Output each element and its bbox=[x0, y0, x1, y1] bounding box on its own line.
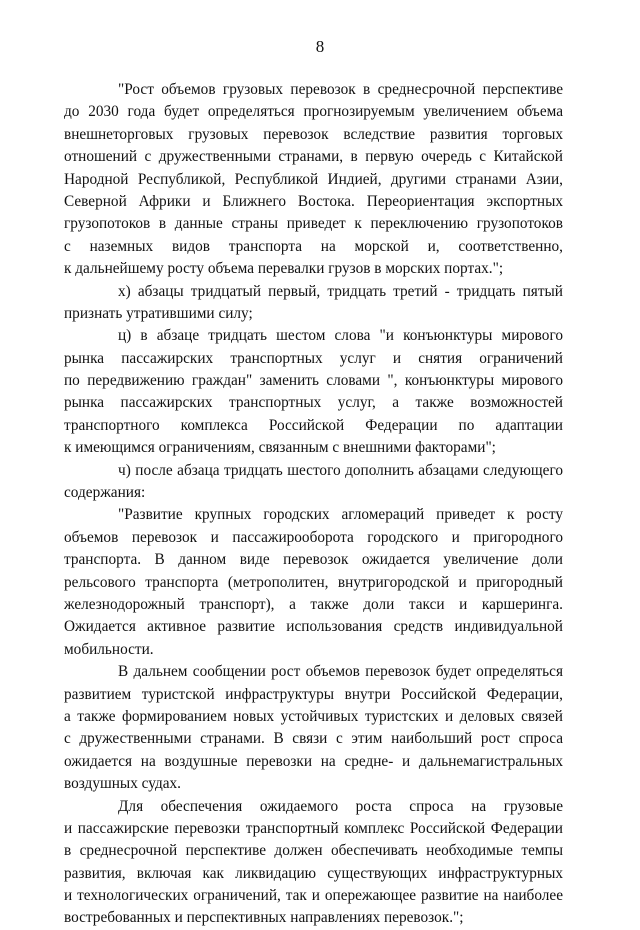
text-line: грузопотоков в данные страны приведет к переключению грузопотоков bbox=[64, 215, 563, 233]
text-line: внешнеторговых грузовых перевозок вследствие развития торговых bbox=[64, 125, 563, 143]
text-line: к имеющимся ограничениям, связанным с внешними факторами"; bbox=[64, 439, 496, 457]
text-line: к дальнейшему росту объема перевалки грузов в морских портах."; bbox=[64, 260, 504, 278]
text-line: рынка пассажирских транспортных услуг, а также возможностей bbox=[64, 394, 563, 412]
text-line: развития, включая как ликвидацию существующих инфраструктурных bbox=[64, 864, 563, 882]
text-line: востребованных и перспективных направлениях перевозок."; bbox=[64, 909, 464, 927]
text-line: а также формированием новых устойчивых туристских и деловых связей bbox=[64, 707, 563, 725]
text-line: признать утратившими силу; bbox=[64, 304, 253, 322]
text-line: "Развитие крупных городских агломераций приведет к росту bbox=[118, 506, 563, 524]
text-line: транспорта. В данном виде перевозок ожидается увеличение доли bbox=[64, 551, 563, 569]
text-line: содержания: bbox=[64, 484, 146, 502]
text-line: мобильности. bbox=[64, 640, 154, 658]
text-line: транспортного комплекса Российской Федерации по адаптации bbox=[64, 416, 563, 434]
text-line: рельсового транспорта (метрополитен, внутригородской и пригородный bbox=[64, 573, 563, 591]
text-line: с дружественными странами. В связи с этим наибольший рост спроса bbox=[64, 730, 563, 748]
text-line: Народной Республикой, Республикой Индией, другими странами Азии, bbox=[64, 170, 563, 188]
text-line: отношений с дружественными странами, в первую очередь с Китайской bbox=[64, 148, 563, 166]
text-line: и технологических ограничений, так и опережающее развитие на наиболее bbox=[64, 887, 563, 905]
text-line: по передвижению граждан" заменить словами ", конъюнктуры мирового bbox=[64, 372, 563, 390]
page-number: 8 bbox=[315, 37, 325, 56]
text-line: и пассажирские перевозки транспортный комплекс Российской Федерации bbox=[64, 819, 563, 837]
text-line: в среднесрочной перспективе должен обеспечивать необходимые темпы bbox=[64, 842, 563, 860]
text-line: до 2030 года будет определяться прогнозируемым увеличением объема bbox=[64, 103, 563, 121]
text-line: объемов перевозок и пассажирооборота городского и пригородного bbox=[64, 528, 563, 546]
text-line: х) абзацы тридцатый первый, тридцать третий - тридцать пятый bbox=[118, 282, 563, 300]
document-body bbox=[64, 79, 563, 930]
text-line: железнодорожный транспорт), а также доли такси и каршеринга. bbox=[64, 595, 563, 613]
text-line: В дальнем сообщении рост объемов перевозок будет определяться bbox=[118, 663, 563, 681]
text-line: Ожидается активное развитие использования средств индивидуальной bbox=[64, 618, 563, 636]
text-line: развитием туристской инфраструктуры внутри Российской Федерации, bbox=[64, 685, 563, 703]
text-line: ч) после абзаца тридцать шестого дополнить абзацами следующего bbox=[118, 461, 563, 479]
text-line: Для обеспечения ожидаемого роста спроса на грузовые bbox=[118, 797, 563, 815]
text-line: Северной Африки и Ближнего Востока. Переориентация экспортных bbox=[64, 192, 563, 210]
text-line: ц) в абзаце тридцать шестом слова "и конъюнктуры мирового bbox=[118, 327, 563, 345]
text-line: ожидается на воздушные перевозки на средне- и дальнемагистральных bbox=[64, 752, 563, 770]
text-line: рынка пассажирских транспортных услуг и снятия ограничений bbox=[64, 349, 563, 367]
text-line: "Рост объемов грузовых перевозок в среднесрочной перспективе bbox=[118, 81, 563, 98]
text-line: воздушных судах. bbox=[64, 775, 181, 793]
text-line: с наземных видов транспорта на морской и, соответственно, bbox=[64, 237, 563, 255]
